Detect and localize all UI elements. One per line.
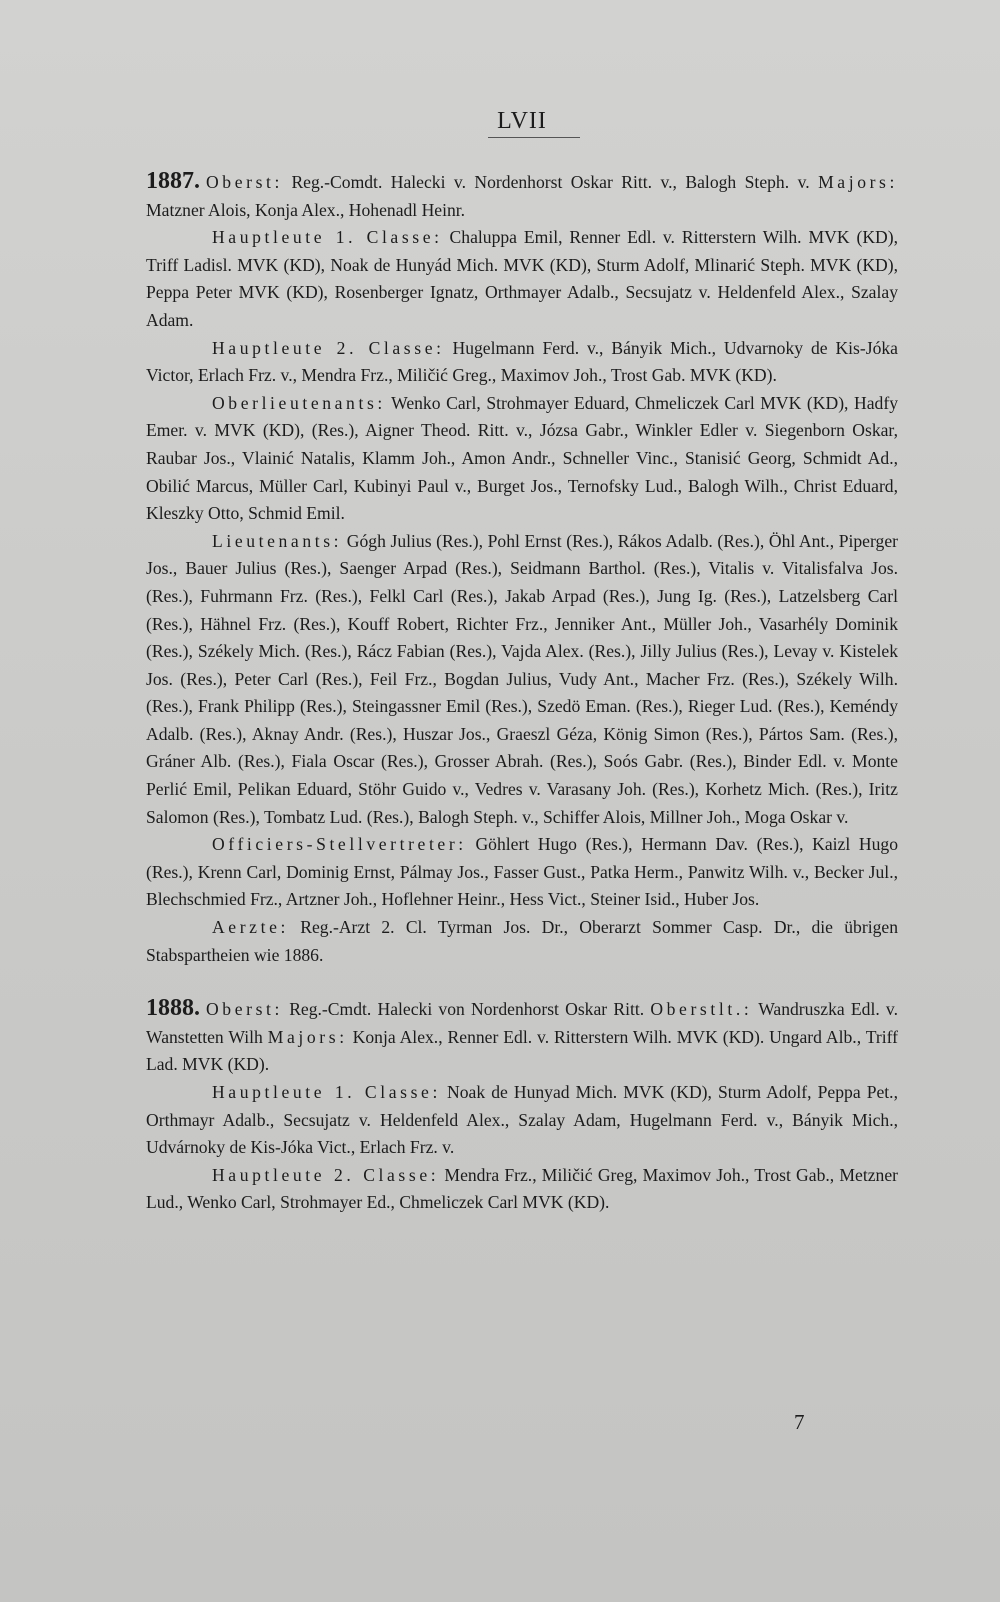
entry-text: Mendra Frz., Miličić Greg, Maximov Joh., Trost Gab., Metzner Lud., Wenko Carl, Strohmayer Ed., Chmeliczek Carl MVK (KD). — [146, 1164, 898, 1213]
entry-hauptleute-2 — [146, 1162, 898, 1217]
entry-hauptleute-1 — [146, 224, 898, 334]
rank-label: Majors: — [267, 1026, 348, 1047]
entry-hauptleute-2 — [146, 335, 898, 390]
rank-label: Hauptleute 2. Classe: — [212, 1164, 440, 1185]
entry-text: Hugelmann Ferd. v., Bányik Mich., Udvarnoky de Kis-Jóka Victor, Erlach Frz. v., Mendra Frz., Miličić Greg., Maximov Joh., Trost Gab. MVK (KD). — [146, 337, 898, 386]
rank-label: Hauptleute 1. Classe: — [212, 227, 443, 248]
entry-oberlieutenants — [146, 390, 898, 528]
header-rule — [488, 137, 580, 138]
rank-label: Lieutenants: — [212, 530, 343, 551]
entry-oberst-oberstlt-majors — [146, 995, 898, 1079]
rank-label: Aerzte: — [212, 917, 289, 938]
entry-lieutenants — [146, 528, 898, 832]
entry-text: Göhlert Hugo (Res.), Hermann Dav. (Res.), Kaizl Hugo (Res.), Krenn Carl, Dominig Ernst, Pálmay Jos., Fasser Gust., Patka Herm., Panwitz Wilh. v., Becker Jul., Blechschmied Frz., Artzner Joh., Hoflehner Heinr., Hess Vict., Steiner Isid., Huber Jos. — [146, 834, 898, 910]
entry-text: Reg.-Arzt 2. Cl. Tyrman Jos. Dr., Oberarzt Sommer Casp. Dr., die übrigen Stabspartheien wie 1886. — [146, 917, 898, 965]
entry-oberst-majors — [146, 168, 898, 224]
entry-text: Konja Alex., Renner Edl. v. Ritterstern Wilh. MVK (KD). Ungard Alb., Triff Lad. MVK (KD). — [146, 1026, 898, 1075]
rank-label: Hauptleute 1. Classe: — [212, 1082, 441, 1102]
entry-text: Wandruszka Edl. v. Wanstetten Wilh — [146, 999, 898, 1047]
entry-text: Reg.-Comdt. Halecki v. Nordenhorst Oskar Ritt. v., Balogh Steph. v. — [283, 172, 819, 192]
year-section-1887 — [146, 168, 898, 969]
year-heading: 1888. — [146, 995, 200, 1022]
signature-mark: 7 — [794, 1410, 805, 1434]
page-number: LVII — [497, 108, 547, 134]
entry-officiers-stellvertreter — [146, 831, 898, 914]
entry-hauptleute-1 — [146, 1079, 898, 1162]
rank-label: Officiers-Stellvertreter: — [212, 834, 467, 855]
rank-label: Hauptleute 2. Classe: — [212, 337, 445, 358]
entry-aerzte — [146, 914, 898, 969]
entry-text: Wenko Carl, Strohmayer Eduard, Chmeliczek Carl MVK (KD), Hadfy Emer. v. MVK (KD), (Res.), Aigner Theod. Ritt. v., Józsa Gabr., Winkler Edler v. Siegenborn Oskar, Raubar Jos., Vlainić Natalis, Klamm Joh., Amon Andr., Schneller Vinc., Stanisić Georg, Schmidt Ad., Obilić Marcus, Müller Carl, Kubinyi Paul v., Burget Jos., Ternofsky Lud., Balogh Wilh., Christ Eduard, Kleszky Otto, Schmid Emil. — [146, 392, 898, 524]
year-section-1888 — [146, 995, 898, 1217]
rank-label: Oberst: — [206, 172, 283, 192]
rank-label: Majors: — [818, 172, 898, 192]
entry-text: Chaluppa Emil, Renner Edl. v. Ritterstern Wilh. MVK (KD), Triff Ladisl. MVK (KD), Noak de Hunyád Mich. MVK (KD), Sturm Adolf, Mlinarić Steph. MVK (KD), Peppa Peter MVK (KD), Rosenberger Ignatz, Orthmayer Adalb., Secsujatz v. Heldenfeld Alex., Szalay Adam. — [146, 227, 898, 330]
text-column — [146, 108, 898, 1217]
entry-text: Matzner Alois, Konja Alex., Hohenadl Heinr. — [146, 199, 466, 220]
rank-label: Oberstlt.: — [650, 999, 753, 1020]
entry-text: Gógh Julius (Res.), Pohl Ernst (Res.), Rákos Adalb. (Res.), Öhl Ant., Piperger Jos., Bauer Julius (Res.), Saenger Arpad (Res.), Seidmann Barthol. (Res.), Vitalis v. Vitalisfalva Jos. (Res.), Fuhrmann Frz. (Res.), Felkl Carl (Res.), Jakab Arpad (Res.), Jung Ig. (Res.), Latzelsberg Carl (Res.), Hähnel Frz. (Res.), Kouff Robert, Richter Frz., Jenniker Ant., Müller Joh., Vasarhély Dominik (Res.), Székely Mich. (Res.), Rácz Fabian (Res.), Vajda Alex. (Res.), Jilly Julius (Res.), Levay v. Kistelek Jos. (Res.), Peter Carl (Res.), Feil Frz., Bogdan Julius, Vudy Ant., Macher Frz. (Res.), Székely Wilh. (Res.), Frank Philipp (Res.), Steingassner Emil (Res.), Szedö Eman. (Res.), Rieger Lud. (Res.), Keméndy Adalb. (Res.), Aknay Andr. (Res.), Huszar Jos., Graeszl Géza, König Simon (Res.), Pártos Sam. (Res.), Gráner Alb. (Res.), Fiala Oscar (Res.), Grosser Abrah. (Res.), Soós Gabr. (Res.), Binder Edl. v. Monte Perlić Emil, Pelikan Eduard, Stöhr Guido v., Vedres v. Varasany Joh. (Res.), Korhetz Mich. (Res.), Iritz Salomon (Res.), Tombatz Lud. (Res.), Balogh Steph. v., Schiffer Alois, Millner Joh., Moga Oskar v. — [146, 530, 898, 827]
entry-text: Noak de Hunyad Mich. MVK (KD), Sturm Adolf, Peppa Pet., Orthmayr Adalb., Secsujatz v. Heldenfeld Alex., Szalay Adam, Hugelmann Ferd. v., Bányik Mich., Udvárnoky de Kis-Jóka Vict., Erlach Frz. v. — [146, 1082, 898, 1158]
entry-text: Reg.-Cmdt. Halecki von Nordenhorst Oskar Ritt. — [283, 999, 651, 1020]
year-heading: 1887. — [146, 168, 200, 194]
rank-label: Oberst: — [206, 999, 283, 1020]
rank-label: Oberlieutenants: — [212, 392, 386, 413]
